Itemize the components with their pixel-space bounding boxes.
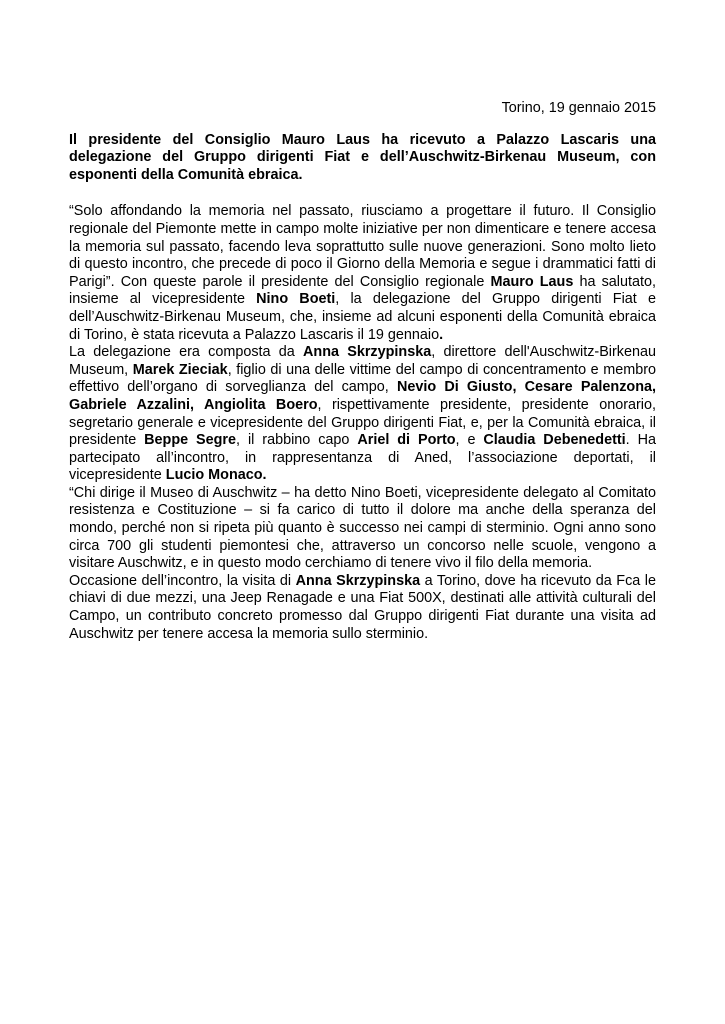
text-span: , e: [455, 432, 484, 449]
bold-name: Lucio Monaco.: [165, 467, 267, 484]
document-body: [69, 100, 656, 643]
bold-name: Marek Zieciak: [132, 361, 228, 378]
paragraph-occasion: [69, 573, 656, 643]
bold-name: Claudia Debenedetti: [483, 432, 626, 449]
text-span: . Ha partecipato all’incontro, in rappresentanza di Aned, l’associazione deportati, il vicepresidente: [69, 432, 656, 484]
text-span: Occasione dell’incontro, la visita di: [69, 572, 296, 589]
text-span: “Solo affondando la memoria nel passato, riusciamo a progettare il futuro. Il Consiglio regionale del Piemonte mette in campo molte iniziative per non dimenticare e tenere accesa la memoria sul passato, facendo leva soprattutto sulle nuove generazioni. Sono molto lieto di questo incontro, che precede di poco il Giorno della Memoria e segue i drammatici fatti di Parigi”. Con queste parole il presidente del Consiglio regionale: [69, 203, 656, 290]
text-span: , figlio di una delle vittime del campo di concentramento e membro effettivo dell’organo di sorveglianza del campo,: [69, 361, 657, 396]
paragraph-delegation: [69, 344, 656, 485]
text-span: ha salutato, insieme al vicepresidente: [69, 273, 657, 308]
bold-name: Anna Skrzypinska: [295, 572, 421, 589]
text-span: a Torino, dove ha ricevuto da Fca le chiavi di due mezzi, una Jeep Renagade e una Fiat 500X, destinati alle attività culturali del Campo, un contributo concreto promesso dal Gruppo dirigenti Fiat durante una visita ad Auschwitz per tenere accesa la memoria sullo sterminio.: [69, 572, 657, 642]
text-span: La delegazione era composta da: [69, 344, 304, 361]
paragraph-quote-boeti: [69, 485, 656, 573]
bold-name: Anna Skrzypinska: [303, 344, 432, 361]
bold-name: Beppe Segre: [144, 432, 237, 449]
text-span: , il rabbino capo: [236, 432, 358, 449]
text-span: “Chi dirige il Museo di Auschwitz – ha detto Nino Boeti, vicepresidente delegato al Comitato resistenza e Costituzione – si fa carico di tutto il dolore ma anche della speranza del mondo, perché non si ripeta più quanto è successo nei campi di sterminio. Ogni anno sono circa 700 gli studenti piemontesi che, attraverso un concorso nelle scuole, vengono a visitare Auschwitz, e in questo modo cerchiamo di tenere vivo il filo della memoria.: [69, 484, 656, 572]
text-span: , direttore dell'Auschwitz-Birkenau Museum,: [69, 344, 656, 378]
paragraph-quote-laus: [69, 203, 656, 344]
bold-period: .: [439, 326, 444, 343]
lead-paragraph: Il presidente del Consiglio Mauro Laus ha ricevuto a Palazzo Lascaris una delegazione del Gruppo dirigenti Fiat e dell’Auschwitz-Birkenau Museum, con esponenti della Comunità ebraica.: [69, 131, 656, 183]
text-span: , rispettivamente presidente, presidente onorario, segretario generale e vicepresidente del Gruppo dirigenti Fiat, e, per la Comunità ebraica, il presidente: [69, 396, 657, 449]
bold-name: Nevio Di Giusto, Cesare Palenzona, Gabriele Azzalini, Angiolita Boero: [69, 379, 656, 413]
bold-name: Mauro Laus: [490, 273, 574, 290]
dateline: Torino, 19 gennaio 2015: [501, 100, 656, 116]
bold-name: Nino Boeti: [256, 291, 336, 308]
text-span: , la delegazione del Gruppo dirigenti Fiat e dell’Auschwitz-Birkenau Museum, che, insieme ad alcuni esponenti della Comunità ebraica di Torino, è stata ricevuta a Palazzo Lascaris il 19 gennaio: [69, 291, 656, 343]
bold-name: Ariel di Porto: [357, 432, 456, 449]
